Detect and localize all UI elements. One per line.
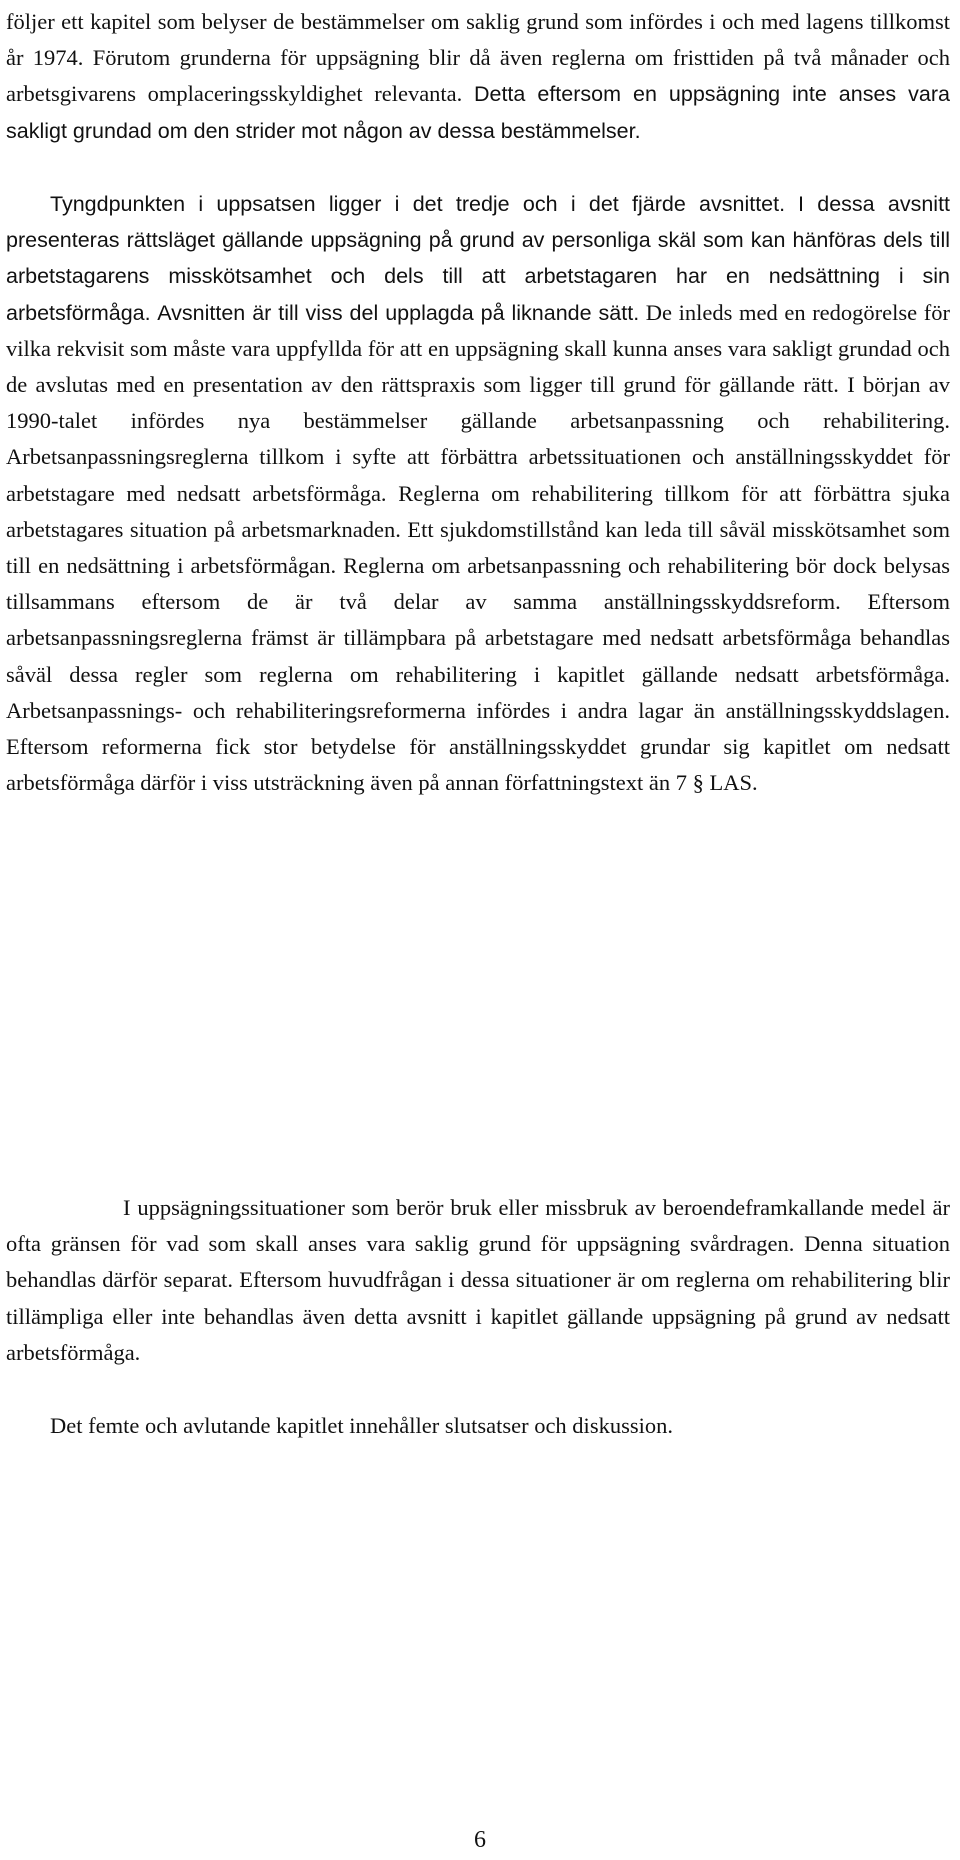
sentence: Förutom grunderna för uppsägning blir då även reglerna om fristtiden på två månader och arbetsgivarens omplaceringsskyldighet relevanta. (6, 45, 951, 107)
page-number: 6 (474, 1827, 486, 1853)
sentence: Reglerna om rehabilitering tillkom för att förbättra sjuka arbetstagares situation på arbetsmarknaden. (6, 480, 950, 542)
sentence: Ett sjukdomstillstånd kan leda till såväl misskötsamhet som till en nedsättning i arbetsförmågan. (6, 516, 951, 579)
sentence: De inleds med en redogörelse för vilka rekvisit som måste vara uppfyllda för att en uppsägning skall kunna anses vara sakligt grundad och de avslutas med en presentation av den rättspraxis som ligger till grund för gällande rätt. (6, 299, 950, 398)
sentence: Denna situation behandlas därför separat. (6, 1231, 951, 1293)
sentence: Arbetsanpassningsreglerna tillkom i syfte att förbättra arbetssituationen och anställningsskyddet för arbetstagare med nedsatt arbetsförmåga. (6, 444, 950, 506)
sentence: Reglerna om arbetsanpassning och rehabilitering bör dock belysas tillsammans eftersom de är två delar av samma anställningsskyddsreform. (6, 553, 950, 615)
sentence: Eftersom arbetsanpassningsreglerna främst är tillämpbara på arbetstagare med nedsatt arbetsförmåga behandlas såväl dessa regler som reglerna om rehabilitering i kapitlet gällande nedsatt arbetsförmåga. (6, 589, 951, 687)
sentence: Det femte och avlutande kapitlet innehåller slutsatser och diskussion. (50, 1413, 673, 1438)
sentence: Detta eftersom en uppsägning inte anses vara sakligt grundad om den strider mot någon av dessa bestämmelser. (6, 82, 951, 143)
sentence: Eftersom huvudfrågan i dessa situationer är om reglerna om rehabilitering blir tillämpliga eller inte behandlas även detta avsnitt i kapitlet gällande uppsägning på grund av nedsatt arbetsförmåga. (6, 1267, 950, 1365)
sentence: Avsnitten är till viss del upplagda på liknande sätt. (157, 300, 640, 325)
sentence: följer ett kapitel som belyser de bestämmelser om saklig grund som infördes i och med lagens tillkomst år 1974. (6, 9, 950, 71)
sentence: Arbetsanpassnings- och rehabiliteringsreformerna infördes i andra lagar än anställningsskyddslagen. (6, 697, 950, 723)
sentence: Eftersom reformerna fick stor betydelse för anställningsskyddet grundar sig kapitlet om nedsatt arbetsförmåga därför i viss utsträckning även på annan författningstext än 7 § LAS. (6, 734, 950, 796)
sentence: I uppsägningssituationer som berör bruk eller missbruk av beroendeframkallande medel är ofta gränsen för vad som skall anses vara saklig grund för uppsägning svårdragen. (6, 1195, 950, 1257)
paragraph-2 (6, 186, 950, 801)
paragraph-1 (6, 4, 950, 149)
sentence: I dessa avsnitt presenteras rättsläget gällande uppsägning på grund av personliga skäl som kan hänföras dels till arbetstagarens misskötsamhet och dels till att arbetstagaren har en nedsättning i sin arbetsförmåga. (6, 192, 951, 325)
paragraph-3 (6, 1190, 950, 1371)
sentence: Tyngdpunkten i uppsatsen ligger i det tredje och i det fjärde avsnittet. (50, 192, 786, 216)
paragraph-4 (6, 1408, 950, 1444)
sentence: I början av 1990-talet infördes nya bestämmelser gällande arbetsanpassning och rehabilitering. (6, 372, 951, 434)
